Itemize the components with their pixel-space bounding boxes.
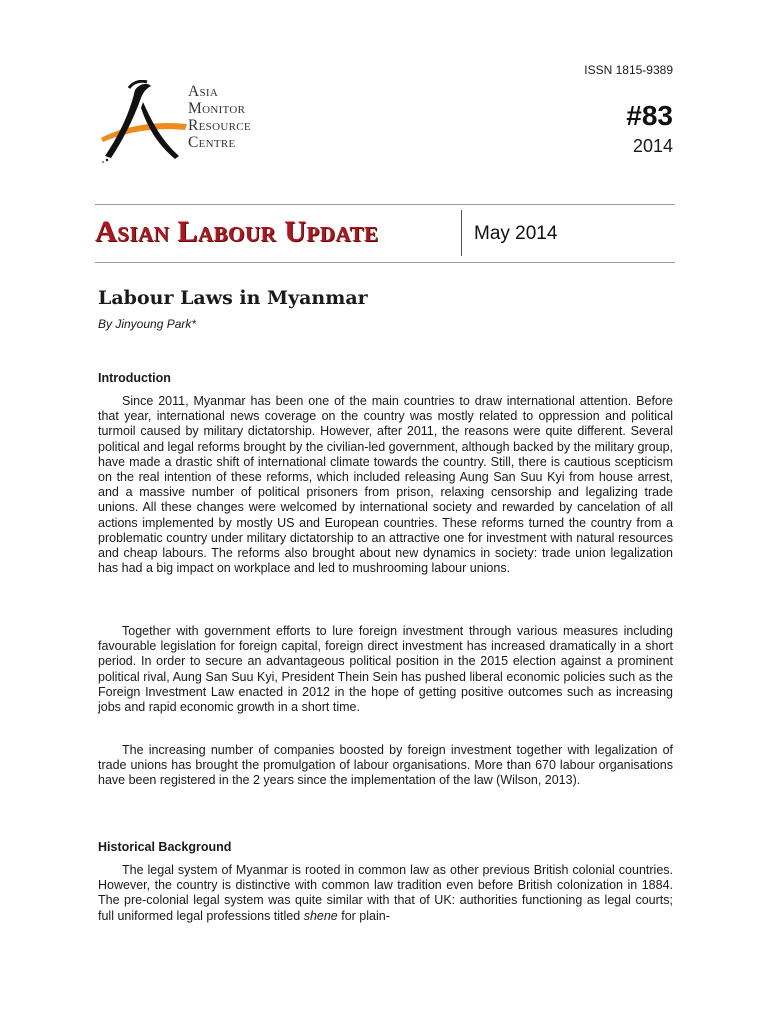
italic-term: shene xyxy=(303,908,338,923)
paragraph xyxy=(98,624,673,715)
paragraph xyxy=(98,743,673,789)
issue-year: 2014 xyxy=(632,136,673,156)
series-title: Asian Labour Update xyxy=(95,215,379,248)
logo-mark-icon xyxy=(95,80,190,165)
paragraph-text: Together with government efforts to lure foreign investment through various measures including favourable legislation for foreign capital, foreign direct investment has increased dramatically in a short period. In order to secure an advantageous political position in the 2015 election against a prominent political rival, Aung San Suu Kyi, President Thein Sein has pushed liberal economic policies such as the Foreign Investment Law enacted in 2012 in the hope of getting positive outcomes such as increasing jobs and rapid economic growth in a short time. xyxy=(98,624,673,715)
paragraph-text: for plain- xyxy=(341,908,390,923)
paragraph-text: Since 2011, Myanmar has been one of the main countries to draw international attention. Before that year, international news coverage on the country was mostly related to oppression and political turmoil caused by military dictatorship. However, after 2011, the reasons were quite different. Several political and legal reforms brought by the civilian-led government, although backed by the military group, have made a drastic shift of international climate towards the country. Still, there is cautious scepticism on the real intention of these reforms, which included releasing Aung San Suu Kyi from house arrest, and a massive number of political prisoners from prison, relaxing censorship and legalizing trade unions. All these changes were welcomed by international society and rewarded by cancelation of all actions implemented by mostly US and European countries. These reforms turned the country from a problematic country under military dictatorship to an attractive one for investment with natural resources and cheap labours. The reforms also brought about new dynamics in society: trade union legalization has had a big impact on workplace and led to mushrooming labour unions. xyxy=(98,394,673,576)
paragraph-text: The legal system of Myanmar is rooted in common law as other previous British colonial countries. However, the country is distinctive with common law tradition even before British colonization in 1884. The pre-colonial legal system was quite similar with that of UK: authorities functioning as legal courts; full uniformed legal professions titled xyxy=(98,863,673,923)
paragraph xyxy=(98,394,673,576)
logo-line: Resource xyxy=(188,117,251,134)
article-title: Labour Laws in Myanmar xyxy=(98,287,368,309)
divider xyxy=(95,204,675,205)
issue-number: #83 xyxy=(626,100,673,131)
logo-line: Centre xyxy=(188,134,236,151)
paragraph xyxy=(98,863,673,924)
amrc-logo xyxy=(95,80,295,165)
paragraph-text: The increasing number of companies boosted by foreign investment together with legalization of trade unions has brought the promulgation of labour organisations. More than 670 labour organisations have been registered in the 2 years since the implementation of the law (Wilson, 2013). xyxy=(98,743,673,788)
vertical-divider xyxy=(461,210,462,256)
logo-line: Monitor xyxy=(188,100,246,117)
issn-label: ISSN 1815-9389 xyxy=(584,63,673,77)
article-byline: By Jinyoung Park* xyxy=(98,317,197,331)
divider xyxy=(95,262,675,263)
logo-line: Asia xyxy=(188,83,219,100)
section-heading: Introduction xyxy=(98,371,171,385)
issue-month: May 2014 xyxy=(474,223,558,244)
section-heading: Historical Background xyxy=(98,840,232,854)
